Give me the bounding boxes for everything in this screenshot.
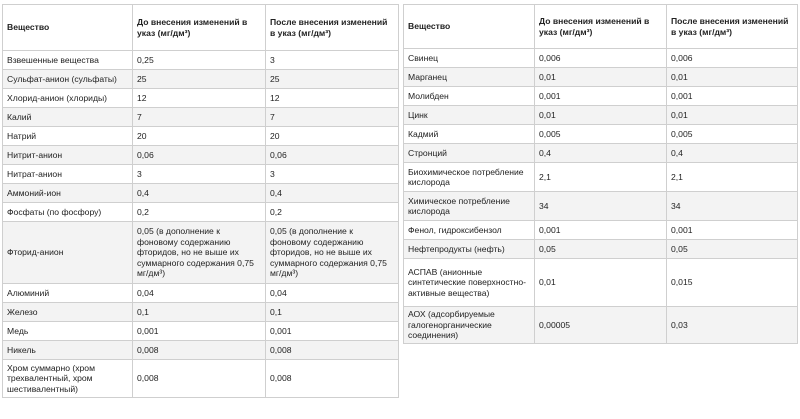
- substance-cell: Химическое потребление кислорода: [404, 192, 535, 221]
- substance-cell: Медь: [3, 322, 133, 341]
- substance-cell: Биохимическое потребление кислорода: [404, 163, 535, 192]
- substance-cell: Железо: [3, 303, 133, 322]
- after-value-cell: 0,001: [667, 87, 798, 106]
- before-value-cell: 0,001: [535, 221, 667, 240]
- header-before: До внесения изменений в указ (мг/дм³): [535, 5, 667, 49]
- before-value-cell: 0,005: [535, 125, 667, 144]
- substance-cell: Никель: [3, 341, 133, 360]
- before-value-cell: 20: [133, 127, 266, 146]
- table-row: [3, 108, 399, 127]
- before-value-cell: 2,1: [535, 163, 667, 192]
- table-row: [3, 89, 399, 108]
- after-value-cell: 0,005: [667, 125, 798, 144]
- after-value-cell: 0,008: [266, 360, 399, 398]
- substance-cell: Кадмий: [404, 125, 535, 144]
- after-value-cell: 0,015: [667, 259, 798, 307]
- table-row: [404, 106, 798, 125]
- substance-cell: Натрий: [3, 127, 133, 146]
- after-value-cell: 7: [266, 108, 399, 127]
- table-row: [404, 144, 798, 163]
- table-row: [3, 284, 399, 303]
- before-value-cell: 0,04: [133, 284, 266, 303]
- after-value-cell: 0,4: [266, 184, 399, 203]
- before-value-cell: 0,25: [133, 51, 266, 70]
- table-row: [3, 303, 399, 322]
- after-value-cell: 0,03: [667, 307, 798, 344]
- table-row: [3, 184, 399, 203]
- substance-cell: Молибден: [404, 87, 535, 106]
- after-value-cell: 0,4: [667, 144, 798, 163]
- before-value-cell: 34: [535, 192, 667, 221]
- table-row: [3, 222, 399, 284]
- table-row: [404, 49, 798, 68]
- substance-cell: Хром суммарно (хром трехвалентный, хром шестивалентный): [3, 360, 133, 398]
- table-row: [404, 259, 798, 307]
- after-value-cell: 12: [266, 89, 399, 108]
- table-row: [3, 127, 399, 146]
- table-row: [3, 360, 399, 398]
- table-row: [3, 146, 399, 165]
- table-header-row: [3, 5, 399, 51]
- after-value-cell: 20: [266, 127, 399, 146]
- after-value-cell: 0,001: [266, 322, 399, 341]
- before-value-cell: 0,008: [133, 360, 266, 398]
- substance-cell: Марганец: [404, 68, 535, 87]
- right-substance-table: [403, 4, 798, 344]
- left-substance-table: [2, 4, 399, 398]
- substance-cell: Взвешенные вещества: [3, 51, 133, 70]
- table-row: [404, 192, 798, 221]
- after-value-cell: 0,05: [667, 240, 798, 259]
- substance-cell: Нитрат-анион: [3, 165, 133, 184]
- substance-cell: Сульфат-анион (сульфаты): [3, 70, 133, 89]
- table-row: [404, 125, 798, 144]
- substance-cell: АСПАВ (анионные синтетические поверхностно-активные вещества): [404, 259, 535, 307]
- before-value-cell: 3: [133, 165, 266, 184]
- table-row: [3, 165, 399, 184]
- header-substance: Вещество: [404, 5, 535, 49]
- before-value-cell: 7: [133, 108, 266, 127]
- after-value-cell: 3: [266, 165, 399, 184]
- substance-cell: Фторид-анион: [3, 222, 133, 284]
- before-value-cell: 0,006: [535, 49, 667, 68]
- table-row: [3, 70, 399, 89]
- after-value-cell: 0,05 (в дополнение к фоновому содержанию фторидов, но не выше их суммарного содержания 0,75 мг/дм³): [266, 222, 399, 284]
- table-row: [404, 87, 798, 106]
- before-value-cell: 0,2: [133, 203, 266, 222]
- table-row: [404, 163, 798, 192]
- before-value-cell: 0,05: [535, 240, 667, 259]
- before-value-cell: 0,05 (в дополнение к фоновому содержанию фторидов, но не выше их суммарного содержания 0,75 мг/дм³): [133, 222, 266, 284]
- after-value-cell: 0,006: [667, 49, 798, 68]
- after-value-cell: 25: [266, 70, 399, 89]
- header-before: До внесения изменений в указ (мг/дм³): [133, 5, 266, 51]
- table-row: [404, 221, 798, 240]
- table-row: [3, 341, 399, 360]
- before-value-cell: 0,01: [535, 68, 667, 87]
- before-value-cell: 0,4: [535, 144, 667, 163]
- substance-cell: Хлорид-анион (хлориды): [3, 89, 133, 108]
- before-value-cell: 0,01: [535, 259, 667, 307]
- table-row: [3, 322, 399, 341]
- substance-cell: Аммоний-ион: [3, 184, 133, 203]
- before-value-cell: 0,00005: [535, 307, 667, 344]
- substance-cell: Свинец: [404, 49, 535, 68]
- after-value-cell: 0,04: [266, 284, 399, 303]
- before-value-cell: 25: [133, 70, 266, 89]
- header-after: После внесения изменений в указ (мг/дм³): [266, 5, 399, 51]
- header-after: После внесения изменений в указ (мг/дм³): [667, 5, 798, 49]
- substance-cell: Фенол, гидроксибензол: [404, 221, 535, 240]
- after-value-cell: 34: [667, 192, 798, 221]
- after-value-cell: 0,06: [266, 146, 399, 165]
- after-value-cell: 0,01: [667, 68, 798, 87]
- before-value-cell: 0,001: [133, 322, 266, 341]
- before-value-cell: 0,1: [133, 303, 266, 322]
- table-row: [3, 203, 399, 222]
- after-value-cell: 2,1: [667, 163, 798, 192]
- after-value-cell: 0,01: [667, 106, 798, 125]
- after-value-cell: 0,1: [266, 303, 399, 322]
- substance-cell: Нефтепродукты (нефть): [404, 240, 535, 259]
- substance-cell: Алюминий: [3, 284, 133, 303]
- before-value-cell: 12: [133, 89, 266, 108]
- before-value-cell: 0,01: [535, 106, 667, 125]
- substance-cell: Цинк: [404, 106, 535, 125]
- substance-cell: Калий: [3, 108, 133, 127]
- substance-cell: Нитрит-анион: [3, 146, 133, 165]
- table-row: [404, 68, 798, 87]
- before-value-cell: 0,06: [133, 146, 266, 165]
- substance-cell: Стронций: [404, 144, 535, 163]
- after-value-cell: 0,008: [266, 341, 399, 360]
- table-row: [3, 51, 399, 70]
- after-value-cell: 3: [266, 51, 399, 70]
- substance-cell: Фосфаты (по фосфору): [3, 203, 133, 222]
- after-value-cell: 0,001: [667, 221, 798, 240]
- before-value-cell: 0,001: [535, 87, 667, 106]
- before-value-cell: 0,008: [133, 341, 266, 360]
- table-header-row: [404, 5, 798, 49]
- after-value-cell: 0,2: [266, 203, 399, 222]
- table-row: [404, 307, 798, 344]
- header-substance: Вещество: [3, 5, 133, 51]
- substance-cell: АОХ (адсорбируемые галогенорганические соединения): [404, 307, 535, 344]
- table-row: [404, 240, 798, 259]
- before-value-cell: 0,4: [133, 184, 266, 203]
